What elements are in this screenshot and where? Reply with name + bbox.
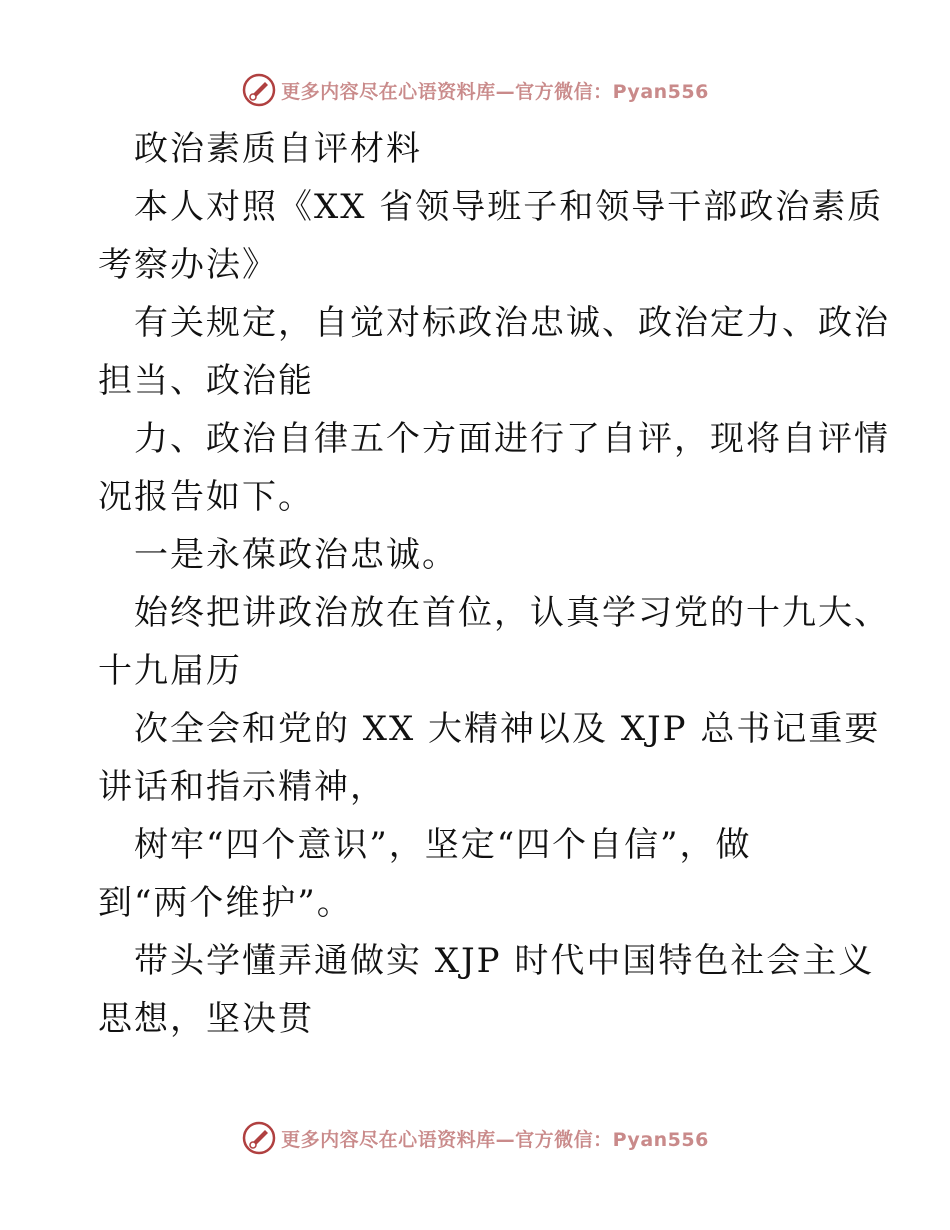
paragraph-line: 况报告如下。: [98, 477, 314, 517]
paragraph-line: 本人对照《XX 省领导班子和领导干部政治素质: [134, 187, 884, 227]
paragraph-line: 有关规定，自觉对标政治忠诚、政治定力、政治: [134, 303, 890, 343]
document-title: 政治素质自评材料: [134, 129, 422, 169]
document-body: [98, 120, 898, 1048]
paragraph-line: 次全会和党的 XX 大精神以及 XJP 总书记重要: [134, 709, 881, 749]
logo-icon: [241, 72, 277, 108]
watermark-text: 更多内容尽在心语资料库—官方微信：Pyan556: [281, 1128, 709, 1151]
paragraph-line: 十九届历: [98, 651, 242, 691]
paragraph-line: 树牢“四个意识”，坚定“四个自信”，做: [134, 825, 752, 865]
paragraph-line: 考察办法》: [98, 245, 278, 285]
paragraph-line: 力、政治自律五个方面进行了自评，现将自评情: [134, 419, 890, 459]
paragraph-line: 到“两个维护”。: [98, 883, 353, 923]
header-watermark: [0, 70, 950, 110]
paragraph-line: 思想，坚决贯: [98, 999, 314, 1039]
paragraph-line: 始终把讲政治放在首位，认真学习党的十九大、: [134, 593, 890, 633]
section-heading: 一是永葆政治忠诚。: [134, 535, 458, 575]
paragraph-line: 讲话和指示精神，: [98, 767, 386, 807]
paragraph-line: 带头学懂弄通做实 XJP 时代中国特色社会主义: [134, 941, 875, 981]
paragraph-line: 担当、政治能: [98, 361, 314, 401]
logo-icon: [241, 1120, 277, 1156]
watermark-text: 更多内容尽在心语资料库—官方微信：Pyan556: [281, 80, 709, 103]
footer-watermark: [0, 1118, 950, 1158]
